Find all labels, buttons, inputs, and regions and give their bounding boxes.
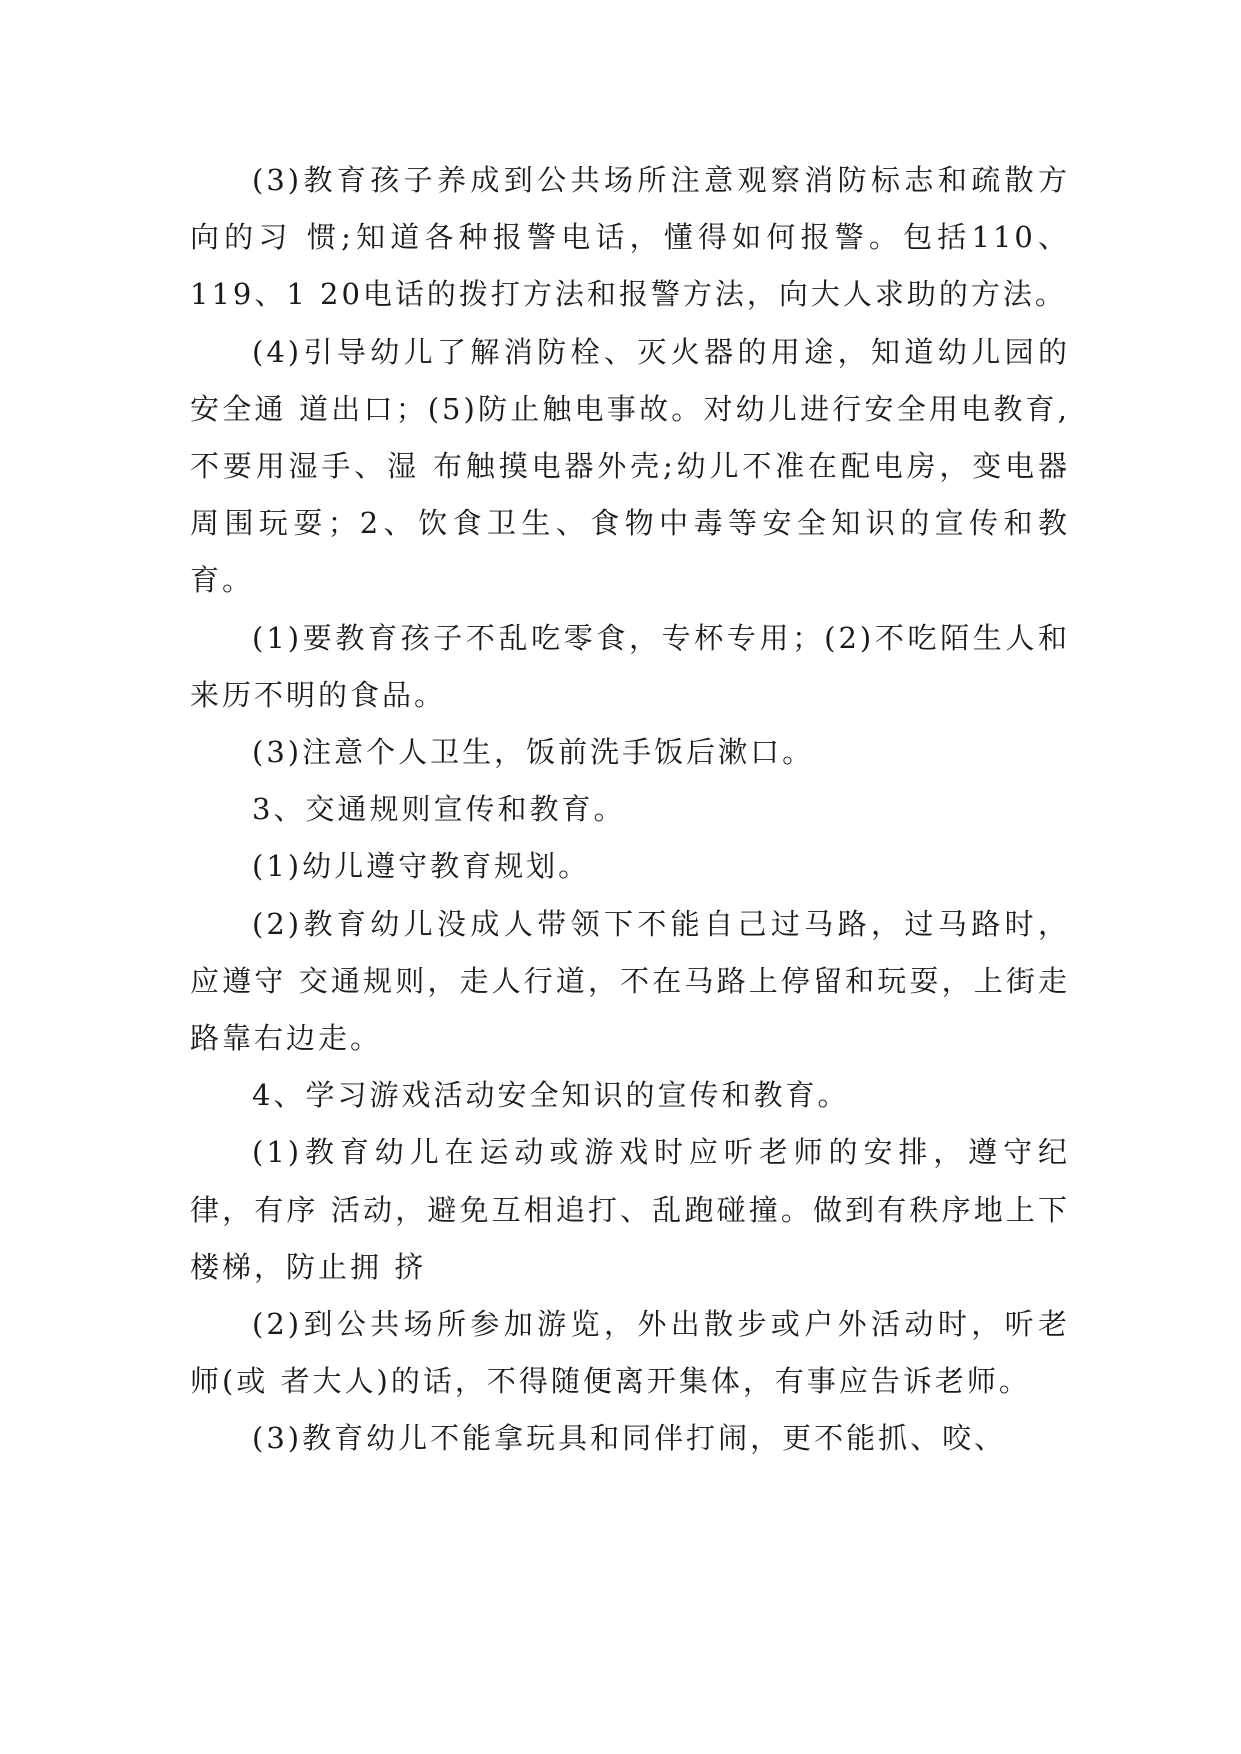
- paragraph-personal-hygiene: (3)注意个人卫生，饭前洗手饭后漱口。: [252, 735, 815, 770]
- section-heading-game-safety: 4、学习游戏活动安全知识的宣传和教育。: [252, 1078, 850, 1113]
- document-body: [190, 152, 1070, 1468]
- paragraph-fire-equipment-electric-safety: (4)引导幼儿了解消防栓、灭火器的用途，知道幼儿园的安全通 道出口；(5)防止触电事故。对幼儿进行安全用电教育,不要用湿手、湿 布触摸电器外壳;幼儿不准在配电房，变电器周围玩耍；2、饮食卫生、食物中毒等安全知识的宣传和教育。: [190, 334, 1070, 598]
- paragraph-fire-safety-habits: (3)教育孩子养成到公共场所注意观察消防标志和疏散方向的习 惯;知道各种报警电话，懂得如何报警。包括110、119、1 20电话的拨打方法和报警方法，向大人求助的方法。: [190, 163, 1070, 312]
- section-heading-traffic-rules: 3、交通规则宣传和教育。: [252, 792, 626, 827]
- paragraph-orderly-activities: (1)教育幼儿在运动或游戏时应听老师的安排，遵守纪律，有序 活动，避免互相追打、乱跑碰撞。做到有秩序地上下楼梯，防止拥 挤: [190, 1135, 1070, 1284]
- paragraph-public-outings: (2)到公共场所参加游览，外出散步或户外活动时，听老师(或 者大人)的话，不得随便离开集体，有事应告诉老师。: [190, 1307, 1070, 1399]
- paragraph-toys-playing: (3)教育幼儿不能拿玩具和同伴打闹，更不能抓、咬、: [252, 1421, 1007, 1456]
- paragraph-snacks-strangers-food: (1)要教育孩子不乱吃零食，专杯专用；(2)不吃陌生人和来历不明的食品。: [190, 620, 1070, 712]
- paragraph-follow-education-plan: (1)幼儿遵守教育规划。: [252, 849, 591, 884]
- paragraph-crossing-road: (2)教育幼儿没成人带领下不能自己过马路，过马路时，应遵守 交通规则，走人行道，不在马路上停留和玩耍，上街走路靠右边走。: [190, 906, 1070, 1056]
